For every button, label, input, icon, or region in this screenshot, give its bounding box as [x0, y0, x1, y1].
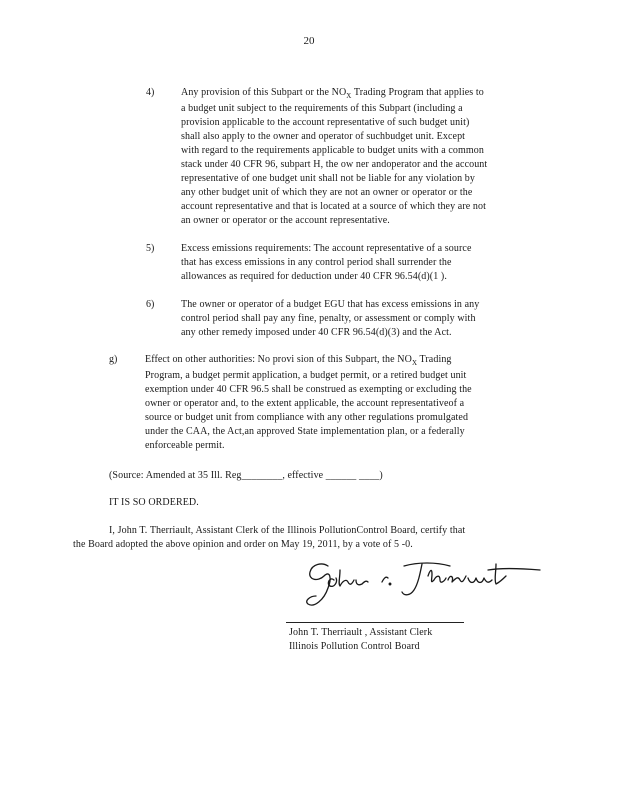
order-statement: IT IS SO ORDERED.: [109, 497, 199, 508]
section-text-line: exemption under 40 CFR 96.5 shall be construed as exempting or excluding the: [145, 384, 472, 395]
item-text-line: Excess emissions requirements: The account representative of a source: [181, 243, 472, 254]
certification-line: the Board adopted the above opinion and order on May 19, 2011, by a vote of 5 -0.: [73, 539, 413, 550]
item-text-line: a budget unit subject to the requirements of this Subpart (including a: [181, 103, 463, 114]
section-text-line: owner or operator and, to the extent applicable, the account representativeof a: [145, 398, 465, 409]
item-text-line: provision applicable to the account representative of such budget unit): [181, 117, 470, 128]
signatory-agency: Illinois Pollution Control Board: [289, 641, 420, 652]
page-number: 20: [303, 35, 315, 47]
handwritten-signature: [300, 556, 550, 618]
signature-line: [286, 622, 464, 623]
item-text-line: stack under 40 CFR 96, subpart H, the ow ner andoperator and the account: [181, 159, 488, 170]
item-text-line: shall also apply to the owner and operator of suchbudget unit. Except: [181, 131, 466, 142]
item-number: 6): [146, 299, 155, 310]
item-text-line: representative of one budget unit shall not be liable for any violation by: [181, 173, 475, 184]
section-text-line: Program, a budget permit application, a budget permit, or a retired budget unit: [145, 370, 467, 381]
item-text-line: account representative and that is located at a source of which they are not: [181, 201, 486, 212]
item-text-line: The owner or operator of a budget EGU that has excess emissions in any: [181, 299, 480, 310]
signatory-name: John T. Therriault , Assistant Clerk: [289, 627, 433, 638]
section-text-line: enforceable permit.: [145, 440, 225, 451]
item-number: 4): [146, 87, 155, 98]
item-number: 5): [146, 243, 155, 254]
item-text-line: control period shall pay any fine, penalty, or assessment or comply with: [181, 313, 476, 324]
certification-line: I, John T. Therriault, Assistant Clerk of the Illinois PollutionControl Board, certify that: [109, 525, 466, 536]
section-text-line: source or budget unit from compliance with any other regulations promulgated: [145, 412, 469, 423]
item-text-line: any other remedy imposed under 40 CFR 96.54(d)(3) and the Act.: [181, 327, 452, 338]
item-text-line: allowances as required for deduction under 40 CFR 96.54(d)(1 ).: [181, 271, 447, 282]
item-text-line: any other budget unit of which they are not an owner or operator or the: [181, 187, 473, 198]
item-text-line: Any provision of this Subpart or the $NO_X$ Trading Program that applies to: [181, 87, 484, 100]
item-text-line: an owner or operator or the account representative.: [181, 215, 390, 226]
item-text-line: that has excess emissions in any control period shall surrender the: [181, 257, 452, 268]
section-text-line: under the CAA, the Act,an approved State implementation plan, or a federally: [145, 426, 465, 437]
section-text-line: Effect on other authorities: No provi sion of this Subpart, the $NO_X$ Trading: [145, 354, 452, 367]
item-text-line: with regard to the requirements applicable to budget units with a common: [181, 145, 484, 156]
source-note: (Source: Amended at 35 Ill. Reg________, effective ______ ____): [109, 470, 383, 481]
section-label: g): [109, 354, 118, 365]
